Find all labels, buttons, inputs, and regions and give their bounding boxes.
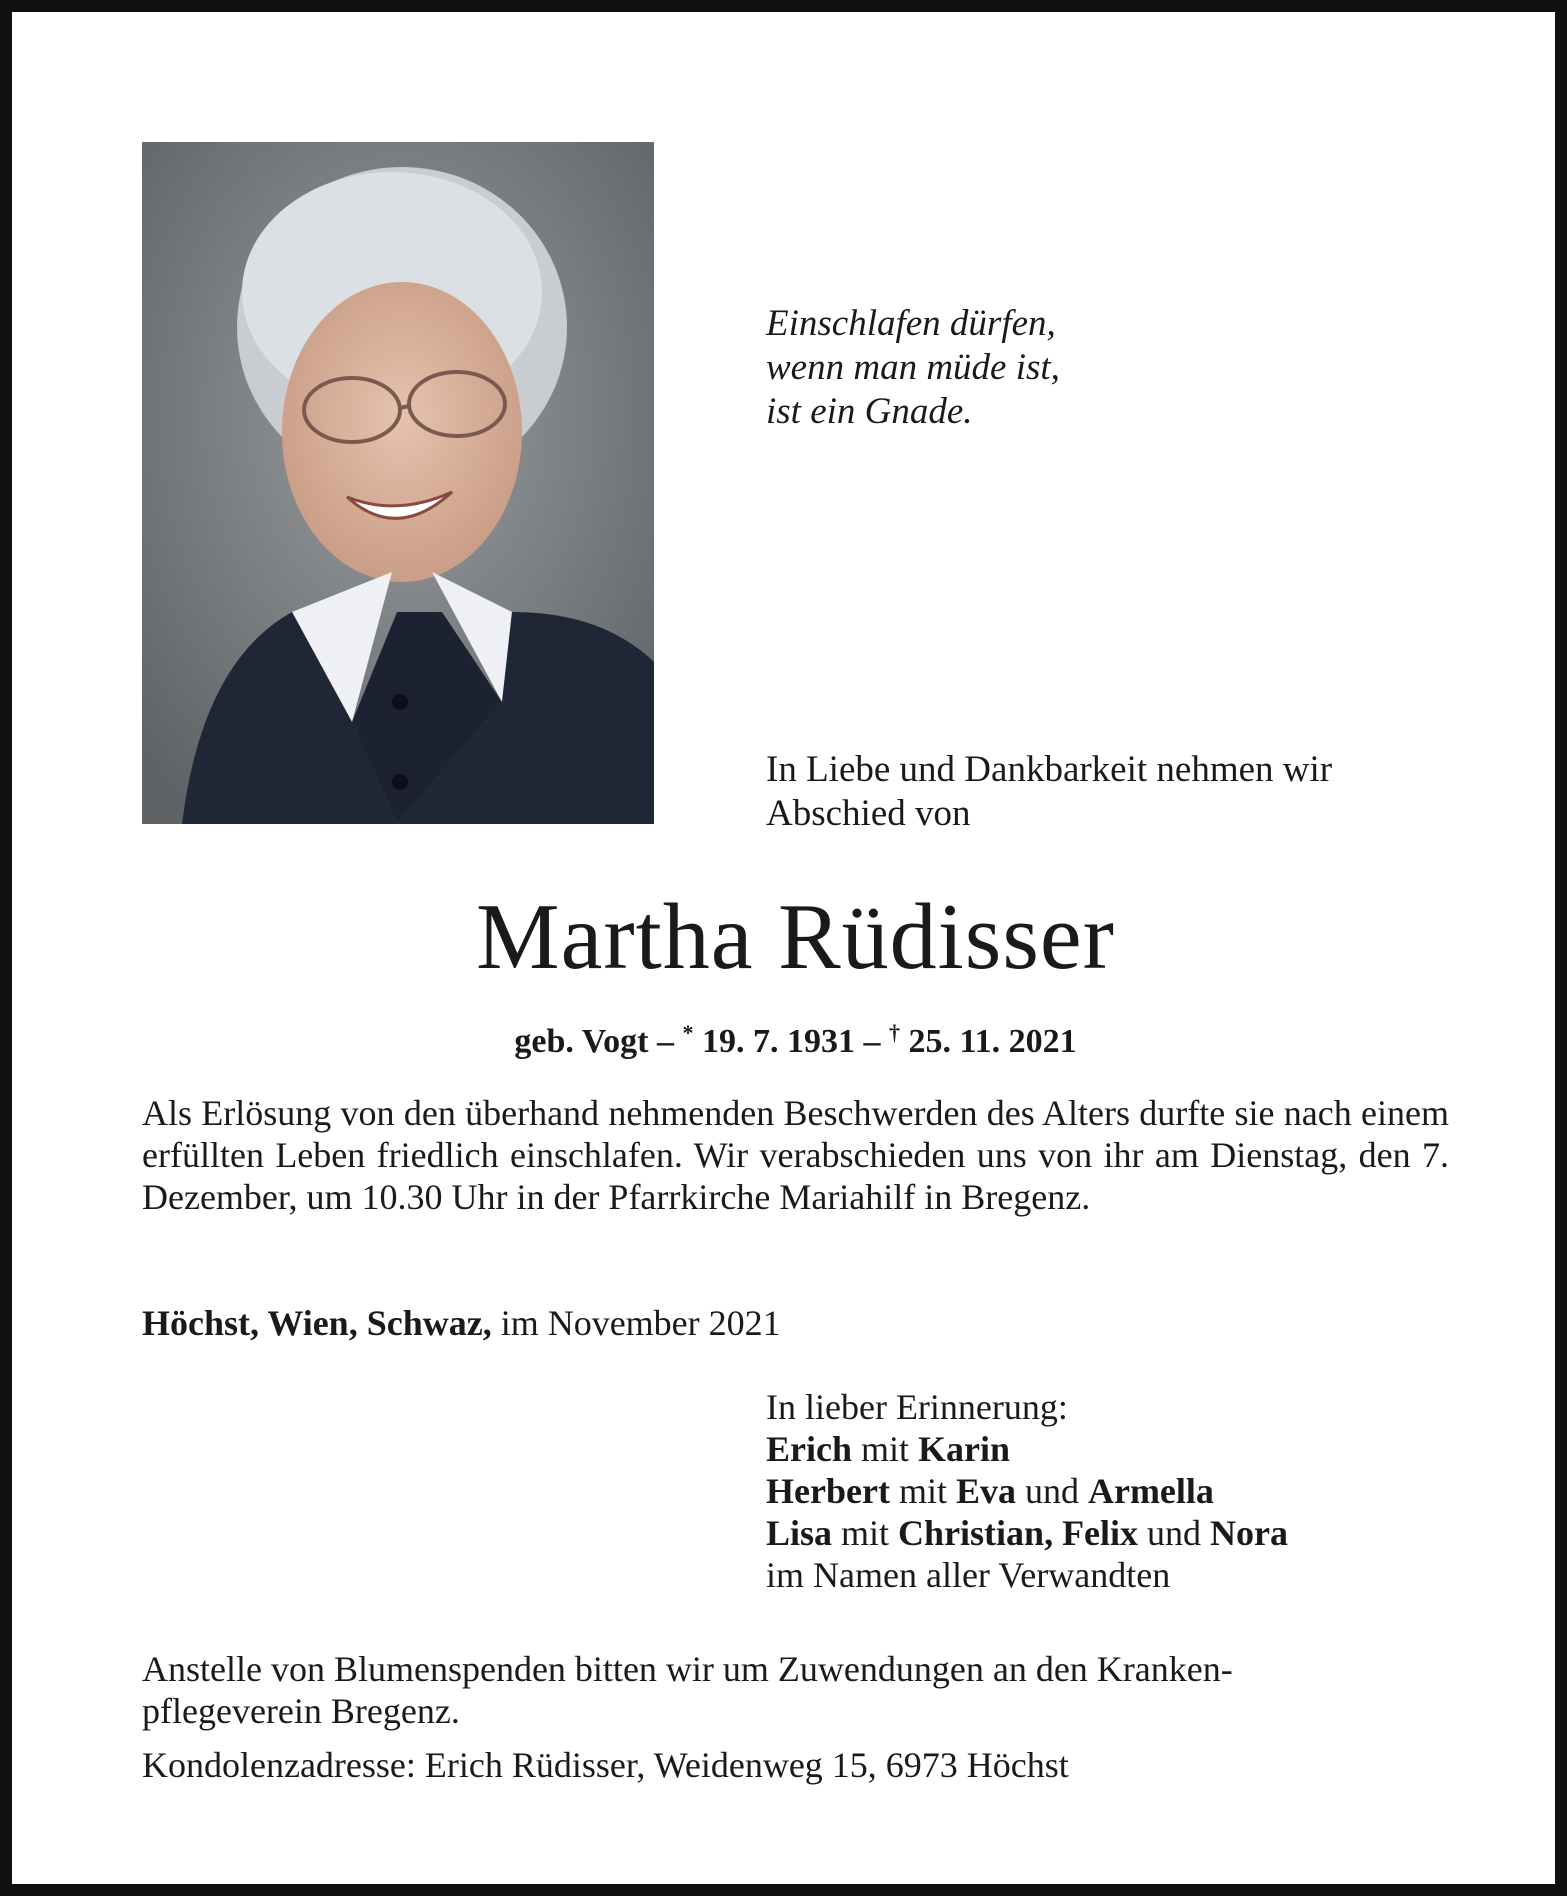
intro-line: Abschied von (766, 793, 971, 834)
intro-line: In Liebe und Dankbarkeit nehmen wir (766, 749, 1333, 790)
donation-note (142, 1648, 1449, 1732)
family-row (766, 1428, 1466, 1470)
family-row (766, 1512, 1466, 1554)
quote-line: Einschlafen dürfen, (766, 303, 1056, 344)
family-row (766, 1470, 1466, 1512)
family-member: Lisa (766, 1513, 833, 1553)
deceased-name: Martha Rüdisser (476, 885, 1115, 989)
life-dates (12, 1012, 1567, 1063)
portrait-illustration (142, 142, 654, 824)
family-heading: In lieber Erinnerung: (766, 1387, 1068, 1427)
connector: mit (889, 1471, 956, 1511)
birth-date: 19. 7. 1931 (693, 1023, 855, 1060)
month-year: im November 2021 (491, 1303, 781, 1343)
family-member: Erich (766, 1429, 852, 1469)
family-member: Christian, Felix (898, 1513, 1139, 1553)
family-member: Nora (1210, 1513, 1289, 1553)
family-member: Karin (918, 1429, 1011, 1469)
connector: und (1015, 1471, 1088, 1511)
donation-line: Anstelle von Blumenspenden bitten wir um Zuwendungen an den Kranken- (142, 1649, 1233, 1689)
family-list (766, 1386, 1466, 1596)
intro-text (766, 748, 1466, 836)
funeral-announcement: Als Erlösung von den überhand nehmenden Beschwerden des Alters durfte sie nach einem erfüllten Leben friedlich einschlafen. Wir verabschieden uns von ihr am Dienstag, den 7. Dezember, um 10.30 Uhr in der Pfarrkirche Mariahilf in Bregenz. (142, 1093, 1449, 1217)
maiden-name: geb. Vogt (514, 1023, 649, 1060)
condolence-address: Kondolenzadresse: Erich Rüdisser, Weidenweg 15, 6973 Höchst (142, 1745, 1069, 1785)
family-member: Eva (955, 1471, 1016, 1511)
dash: – (648, 1023, 683, 1060)
family-member: Armella (1087, 1471, 1214, 1511)
quote-line: wenn man müde ist, (766, 347, 1060, 388)
portrait-photo (142, 142, 654, 824)
donation-line: pflegeverein Bregenz. (142, 1691, 460, 1731)
family-member: Herbert (766, 1471, 890, 1511)
places: Höchst, Wien, Schwaz, (142, 1303, 492, 1343)
place-and-date (142, 1302, 1042, 1344)
quote-line: ist ein Gnade. (766, 391, 973, 432)
connector: mit (832, 1513, 899, 1553)
connector: mit (852, 1429, 919, 1469)
dash: – (855, 1023, 889, 1060)
quote (766, 302, 1326, 434)
connector: und (1138, 1513, 1211, 1553)
death-symbol: † (889, 1020, 900, 1045)
family-closing: im Namen aller Verwandten (766, 1555, 1171, 1595)
death-date: 25. 11. 2021 (900, 1023, 1077, 1060)
birth-symbol: * (682, 1020, 694, 1045)
